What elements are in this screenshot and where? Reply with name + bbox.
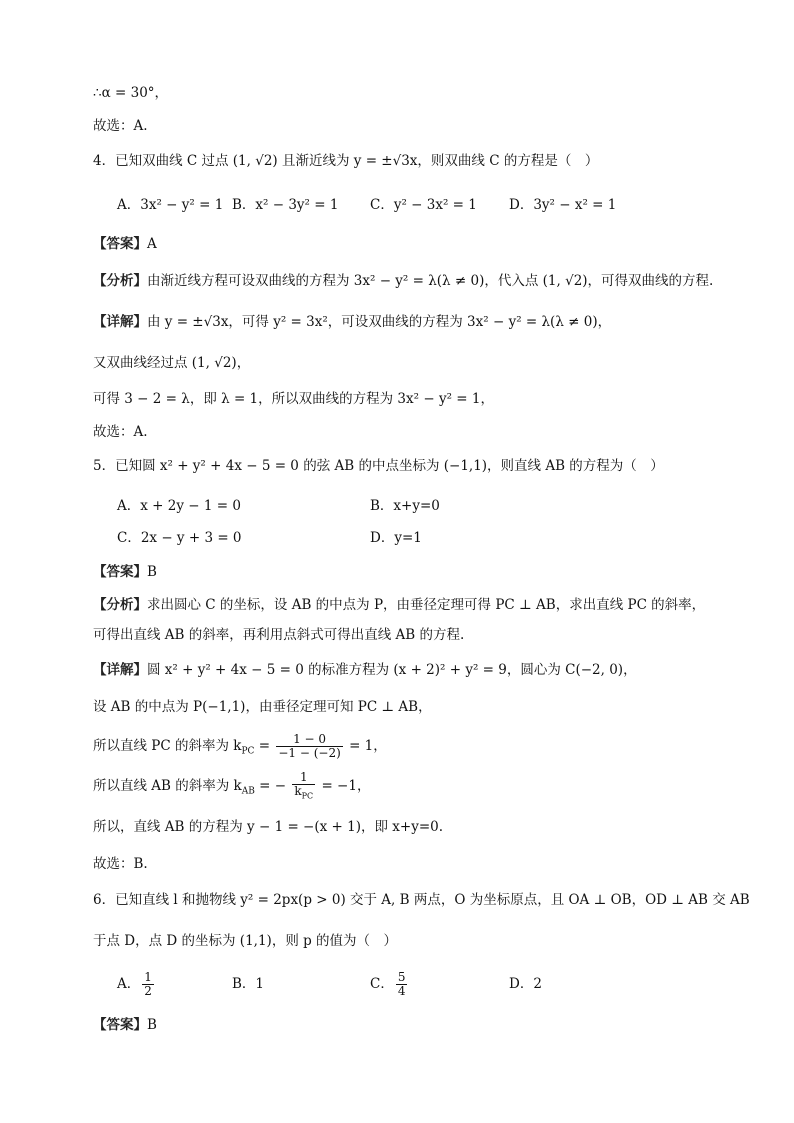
analysis-tag: 【分析】 <box>93 273 147 289</box>
q5-analysis <box>93 596 705 614</box>
q5-answer <box>93 563 157 581</box>
q5-l3-result: = 1， <box>349 738 387 754</box>
q5-analysis-line-2: 可得出直线 AB 的斜率，再利用点斜式可得出直线 AB 的方程. <box>93 627 465 643</box>
analysis-tag: 【分析】 <box>93 597 147 613</box>
q4-option-d: D．3y² − x² = 1 <box>509 197 617 213</box>
q4-detail-text: 由 y = ±√3x，可得 y² = 3x²，可设双曲线的方程为 3x² − y² = λ(λ ≠ 0)， <box>147 314 612 330</box>
q4-option-a: A．3x² − y² = 1 <box>117 197 224 213</box>
question-6-stem-line-2: 于点 D，点 D 的坐标为 (1,1)，则 p 的值为（ ） <box>93 933 398 949</box>
fraction-denominator: 4 <box>397 984 406 998</box>
q4-detail-line-3: 可得 3 − 2 = λ，即 λ = 1，所以双曲线的方程为 3x² − y² = 1， <box>93 391 494 407</box>
answer-tag: 【答案】 <box>93 564 147 580</box>
q4-detail-line-2: 又双曲线经过点 (1, √2)， <box>93 355 251 371</box>
q4-answer-value: A <box>147 236 157 252</box>
fraction-denominator: 2 <box>144 984 152 998</box>
q5-l4-fraction <box>292 771 315 802</box>
q6-option-b: B．1 <box>232 976 265 992</box>
fraction-numerator: 5 <box>397 970 406 984</box>
q4-analysis-text: 由渐近线方程可设双曲线的方程为 3x² − y² = λ(λ ≠ 0)，代入点 (1, √2)，可得双曲线的方程. <box>147 273 714 289</box>
q5-detail-line-3: 所以直线 PC 的斜率为 $k_{PC}$ = $\frac{1 - 0}{-1 - (-2)}$ = 1， <box>93 732 387 760</box>
q6-option-c-label: C． <box>370 976 394 992</box>
q5-l4-result: = −1， <box>321 778 371 794</box>
q5-detail-line-4: 所以直线 AB 的斜率为 $k_{AB}$ = − $\frac{1}{k_{PC}}$ = −1， <box>93 769 371 801</box>
q4-detail <box>93 313 611 331</box>
q6-option-a <box>117 966 156 1002</box>
q6-option-d: D．2 <box>509 976 542 992</box>
q5-detail-line-5: 所以，直线 AB 的方程为 y − 1 = −(x + 1)，即 x+y=0. <box>93 819 444 835</box>
fraction-den-k: k <box>294 783 302 798</box>
text-line-select: 故选：A. <box>93 118 148 134</box>
q4-select: 故选：A. <box>93 424 148 440</box>
q5-l3-fraction <box>276 733 342 760</box>
q4-answer <box>93 235 157 253</box>
q5-option-a: A．x + 2y − 1 = 0 <box>117 498 241 514</box>
q5-analysis-text: 求出圆心 C 的坐标，设 AB 的中点为 P，由垂径定理可得 PC ⊥ AB，求出直线 PC 的斜率， <box>147 597 706 613</box>
fraction-denominator <box>292 784 315 802</box>
q5-l4-subscript: AB <box>241 786 255 797</box>
q6-answer-value: B <box>147 1017 157 1033</box>
detail-tag: 【详解】 <box>93 314 147 330</box>
q5-detail-line-2: 设 AB 的中点为 P(−1,1)，由垂径定理可知 PC ⊥ AB， <box>93 699 432 715</box>
q4-option-b: B．x² − 3y² = 1 <box>232 197 339 213</box>
q5-detail-text: 圆 x² + y² + 4x − 5 = 0 的标准方程为 (x + 2)² + y² = 9，圆心为 C(−2, 0)， <box>147 662 637 678</box>
q5-detail <box>93 661 637 679</box>
q6-option-a-fraction <box>142 971 154 998</box>
q5-option-d: D．y=1 <box>370 530 422 546</box>
q4-analysis <box>93 272 713 290</box>
q5-option-b: B．x+y=0 <box>370 498 440 514</box>
fraction-denominator: −1 − (−2) <box>278 746 341 760</box>
q5-l4-text: 所以直线 AB 的斜率为 k <box>93 778 242 794</box>
fraction-numerator: 1 <box>299 769 308 784</box>
answer-tag: 【答案】 <box>93 236 147 252</box>
answer-tag: 【答案】 <box>93 1017 147 1033</box>
question-4-stem: 4．已知双曲线 C 过点 (1, √2) 且渐近线为 y = ±√3x，则双曲线 C 的方程是（ ） <box>93 153 599 169</box>
detail-tag: 【详解】 <box>93 662 147 678</box>
q4-option-c: C．y² − 3x² = 1 <box>370 197 477 213</box>
text-line-alpha: ∴α = 30°， <box>93 85 169 101</box>
question-5-stem: 5．已知圆 x² + y² + 4x − 5 = 0 的弦 AB 的中点坐标为 (−1,1)，则直线 AB 的方程为（ ） <box>93 458 664 474</box>
q5-l3-text: 所以直线 PC 的斜率为 k <box>93 738 242 754</box>
q6-option-c-fraction <box>396 971 408 998</box>
fraction-numerator: 1 <box>144 970 152 984</box>
fraction-numerator: 1 − 0 <box>293 732 327 746</box>
q6-option-a-label: A． <box>117 976 141 992</box>
q6-option-c <box>370 966 409 1002</box>
question-6-stem-line-1: 6．已知直线 l 和抛物线 y² = 2px(p > 0) 交于 A, B 两点，O 为坐标原点，且 OA ⊥ OB，OD ⊥ AB 交 AB <box>93 892 750 908</box>
q5-answer-value: B <box>147 564 157 580</box>
fraction-den-sub: PC <box>301 791 314 801</box>
q5-option-c: C．2x − y + 3 = 0 <box>117 530 242 546</box>
q5-l3-subscript: PC <box>241 746 255 757</box>
q6-answer <box>93 1016 157 1034</box>
q5-select: 故选：B. <box>93 856 148 872</box>
